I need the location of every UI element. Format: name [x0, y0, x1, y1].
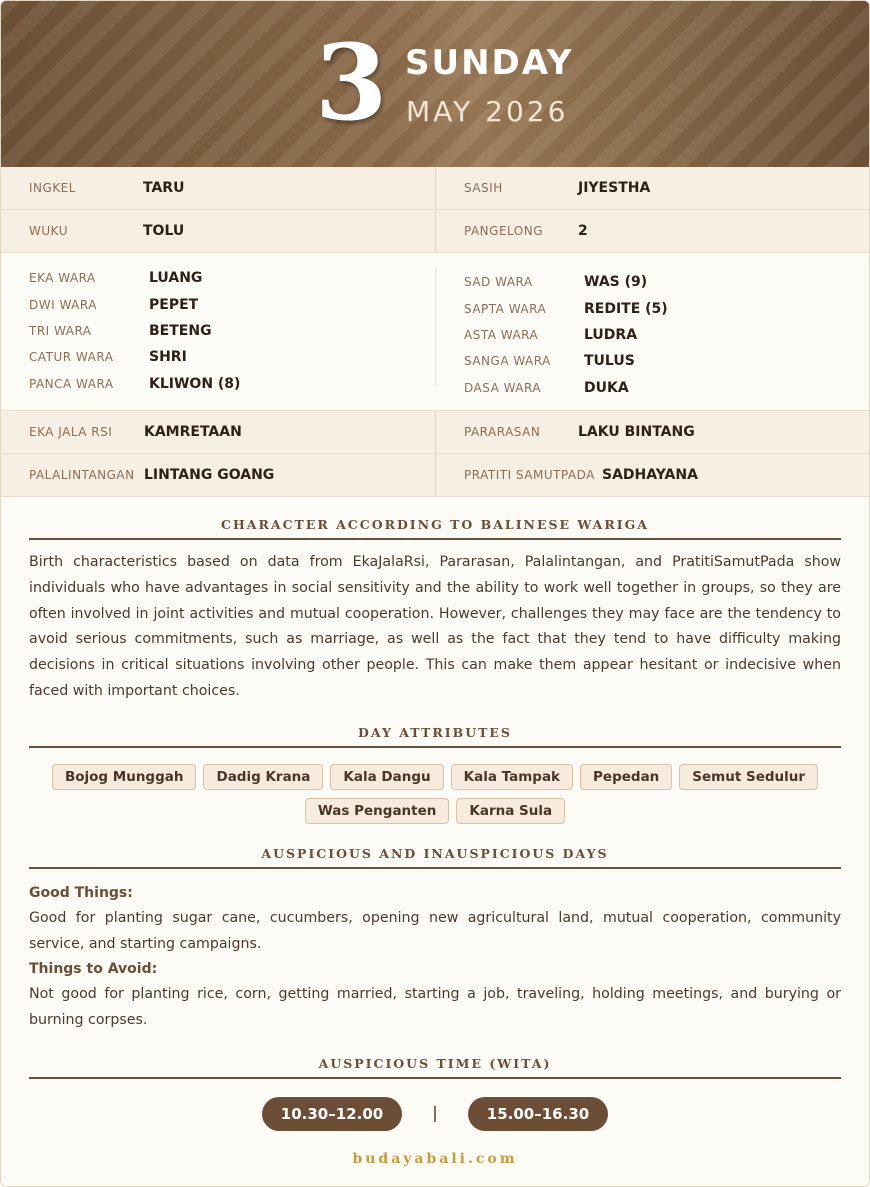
character-text: Birth characteristics based on data from EkaJalaRsi, Pararasan, Palalintangan, and PratitiSamutPada show individuals who have advantages in social sensitivity and the ability to work well together in groups, so they are often involved in joint activities and mutual cooperation. However, challenges they may face are the tendency to avoid serious commitments, such as marriage, as well as the fact that they tend to have difficulty making decisions in critical situations involving other people. This can make them appear hesitant or indecisive when faced with important choices.: [29, 554, 841, 699]
attribute-chip: Kala Tampak: [451, 764, 573, 790]
attribute-chip: Kala Dangu: [330, 764, 443, 790]
wara-label: DASA WARA: [464, 380, 542, 395]
info-row-palalintangan-pratiti: [1, 454, 869, 497]
attribute-chip: Karna Sula: [456, 798, 565, 824]
auspicious-days-section: [1, 846, 869, 1034]
good-things-heading: Good Things:: [29, 884, 133, 901]
wuku-value: TOLU: [143, 223, 185, 239]
sasih-value: JIYESTHA: [578, 180, 651, 196]
wara-grid: [1, 253, 869, 411]
wara-item: [464, 322, 869, 348]
wara-item: [29, 344, 435, 370]
eka-jala-rsi-value: KAMRETAAN: [144, 424, 242, 440]
wara-label: DWI WARA: [29, 297, 97, 312]
palalintangan-cell: [1, 454, 435, 496]
wara-left-column: [1, 265, 435, 398]
day-attributes-title: DAY ATTRIBUTES: [29, 725, 841, 748]
wara-value: WAS (9): [584, 274, 648, 291]
time-slots: [29, 1097, 841, 1131]
info-row-wuku-pangelong: [1, 210, 869, 253]
attribute-chip: Dadig Krana: [203, 764, 323, 790]
wara-value: LUANG: [149, 270, 203, 287]
character-section: [1, 517, 869, 705]
things-to-avoid-text: Not good for planting rice, corn, getting married, starting a job, traveling, holding meetings, and burying or burning corpses.: [29, 986, 841, 1029]
auspicious-time-title: AUSPICIOUS TIME (WITA): [29, 1056, 841, 1079]
pangelong-label: PANGELONG: [464, 224, 544, 238]
pararasan-label: PARARASAN: [464, 425, 541, 439]
day-attributes-section: [1, 725, 869, 824]
wara-label: ASTA WARA: [464, 327, 539, 342]
character-title: CHARACTER ACCORDING TO BALINESE WARIGA: [29, 517, 841, 540]
wara-item: [464, 348, 869, 374]
pratiti-samutpada-label: PRATITI SAMUTPADA: [464, 468, 595, 482]
palalintangan-value: LINTANG GOANG: [144, 467, 275, 483]
ingkel-label: INGKEL: [29, 181, 76, 195]
wara-item: [29, 371, 435, 397]
wara-item: [29, 318, 435, 344]
wara-label: SAPTA WARA: [464, 301, 547, 316]
wara-item: [464, 269, 869, 295]
things-to-avoid-heading: Things to Avoid:: [29, 961, 158, 978]
sasih-cell: [435, 167, 869, 209]
wara-value: TULUS: [584, 353, 635, 370]
wara-label: SAD WARA: [464, 275, 533, 290]
attribute-chip: Was Penganten: [305, 798, 450, 824]
wara-item: [464, 375, 869, 401]
auspicious-days-title: AUSPICIOUS AND INAUSPICIOUS DAYS: [29, 846, 841, 869]
wara-value: SHRI: [149, 349, 187, 366]
wara-label: SANGA WARA: [464, 354, 551, 369]
ingkel-value: TARU: [143, 180, 185, 196]
weekday-label: SUNDAY: [405, 43, 574, 83]
attribute-chip: Bojog Munggah: [52, 764, 197, 790]
wara-item: [29, 291, 435, 317]
time-divider: [434, 1106, 436, 1122]
time-slot-pill: 10.30–12.00: [262, 1097, 402, 1131]
site-footer: budayabali.com: [352, 1150, 518, 1167]
wara-value: LUDRA: [584, 326, 638, 343]
wara-value: BETENG: [149, 322, 212, 339]
wara-value: REDITE (5): [584, 300, 668, 317]
attribute-chip: Pepedan: [580, 764, 672, 790]
attribute-chip: Semut Sedulur: [679, 764, 818, 790]
palalintangan-label: PALALINTANGAN: [29, 468, 135, 482]
pararasan-value: LAKU BINTANG: [578, 424, 695, 440]
wara-item: [464, 295, 869, 321]
info-row-ingkel-sasih: [1, 167, 869, 210]
time-slot-pill: 15.00–16.30: [468, 1097, 608, 1131]
wara-item: [29, 265, 435, 291]
pararasan-cell: [435, 411, 869, 453]
ingkel-cell: [1, 167, 435, 209]
wara-value: KLIWON (8): [149, 375, 241, 392]
eka-jala-rsi-cell: [1, 411, 435, 453]
date-header: [1, 1, 869, 167]
pangelong-value: 2: [578, 223, 588, 239]
day-number: 3: [315, 21, 388, 144]
wara-value: DUKA: [584, 379, 629, 396]
wara-right-column: [435, 269, 869, 396]
pangelong-cell: [435, 210, 869, 252]
wara-label: CATUR WARA: [29, 350, 114, 365]
wara-label: EKA WARA: [29, 271, 96, 286]
month-year-label: MAY 2026: [406, 95, 569, 128]
good-things-text: Good for planting sugar cane, cucumbers, opening new agricultural land, mutual cooperation, community service, and starting campaigns.: [29, 909, 841, 952]
wara-label: PANCA WARA: [29, 376, 114, 391]
auspicious-time-section: [1, 1056, 869, 1131]
pratiti-samutpada-value: SADHAYANA: [602, 467, 698, 483]
wara-label: TRI WARA: [29, 323, 92, 338]
attribute-list: [29, 764, 841, 824]
wara-value: PEPET: [149, 296, 199, 313]
wuku-label: WUKU: [29, 224, 68, 238]
wuku-cell: [1, 210, 435, 252]
eka-jala-rsi-label: EKA JALA RSI: [29, 425, 113, 439]
sasih-label: SASIH: [464, 181, 503, 195]
info-row-ekajalarsi-pararasan: [1, 411, 869, 454]
pratiti-samutpada-cell: [435, 454, 869, 496]
